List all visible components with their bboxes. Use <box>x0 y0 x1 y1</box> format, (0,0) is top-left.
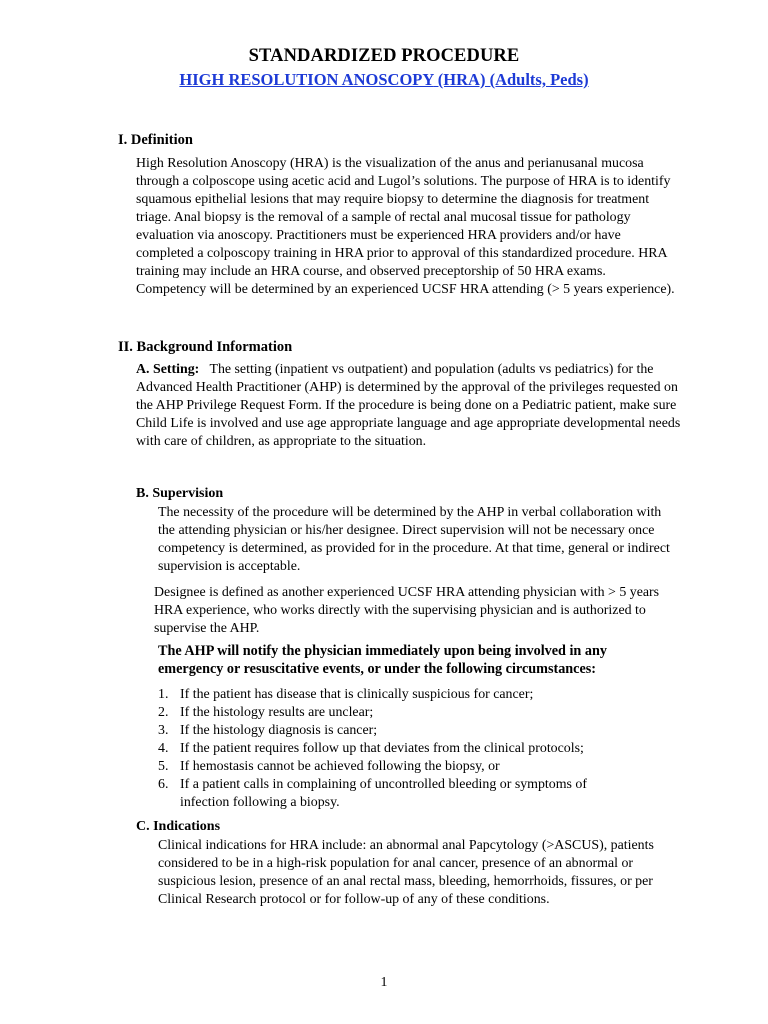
list-item: 5. If hemostasis cannot be achieved following the biopsy, or <box>158 759 500 774</box>
page-number: 1 <box>380 975 388 990</box>
list-item: 1. If the patient has disease that is clinically suspicious for cancer; <box>158 687 534 702</box>
setting-paragraph <box>136 361 681 451</box>
section-definition-heading: I. Definition <box>118 132 193 148</box>
supervision-body-2: Designee is defined as another experienced UCSF HRA attending physician with > 5 years HRA experience, who works directly with the supervising physician and is authorized to supervise the AHP. <box>154 585 660 636</box>
setting-label: A. Setting: <box>136 362 200 377</box>
list-item: 2. If the histology results are unclear; <box>158 705 374 720</box>
section-definition-body: High Resolution Anoscopy (HRA) is the visualization of the anus and perianusanal mucosa through a colposcope using acetic acid and Lugol’s solutions. The purpose of HRA is to identify squamous epithelial lesions that may require biopsy to determine the diagnosis for treatment triage. Anal biopsy is the removal of a sample of rectal anal mucosal tissue for pathology evaluation via anoscopy. Practitioners must be experienced HRA providers and/or have completed a colposcopy training in HRA prior to approval of this standardized procedure. HRA training may include an HRA course, and observed preceptorship of 50 HRA exams. Competency will be determined by an experienced UCSF HRA attending (> 5 years experience). <box>136 156 675 297</box>
setting-body: The setting (inpatient vs outpatient) and population (adults vs pediatrics) for the Advanced Health Practitioner (AHP) is determined by the approval of the privileges requested on the AHP Privilege Request Form. If the procedure is being done on a Pediatric patient, make sure Child Life is involved and use age appropriate language and age appropriate developmental needs with care of children, as appropriate to the situation. <box>136 362 681 449</box>
list-item: 3. If the histology diagnosis is cancer; <box>158 723 378 738</box>
supervision-body-1: The necessity of the procedure will be determined by the AHP in verbal collaboration with the attending physician or his/her designee. Direct supervision will not be necessary once competency is determined, as provided for in the procedure. At that time, general or indirect supervision is acceptable. <box>158 505 670 574</box>
supervision-notify-statement: The AHP will notify the physician immediately upon being involved in any emergency or resuscitative events, or under the following circumstances: <box>158 643 607 677</box>
document-title: STANDARDIZED PROCEDURE <box>248 46 520 66</box>
notify-circumstances-list <box>156 686 676 812</box>
list-item: 4. If the patient requires follow up that deviates from the clinical protocols; <box>158 741 584 756</box>
subtitle-rest: (HRA) (Adults, Peds) <box>433 70 589 89</box>
indications-heading: C. Indications <box>136 819 221 834</box>
indications-body: Clinical indications for HRA include: an abnormal anal Papcytology (>ASCUS), patients considered to be in a high-risk population for anal cancer, presence of an abnormal or suspicious lesion, presence of an anal rectal mass, bleeding, hemorrhoids, fissures, or per Clinical Research protocol or for follow-up of any of these conditions. <box>158 838 654 907</box>
subtitle-link[interactable]: HIGH RESOLUTION ANOSCOPY <box>179 70 434 89</box>
section-background-heading: II. Background Information <box>118 339 293 355</box>
supervision-heading: B. Supervision <box>136 486 224 501</box>
list-item: 6. If a patient calls in complaining of uncontrolled bleeding or symptoms of infection following a biopsy. <box>158 777 587 810</box>
document-subtitle <box>0 70 768 90</box>
